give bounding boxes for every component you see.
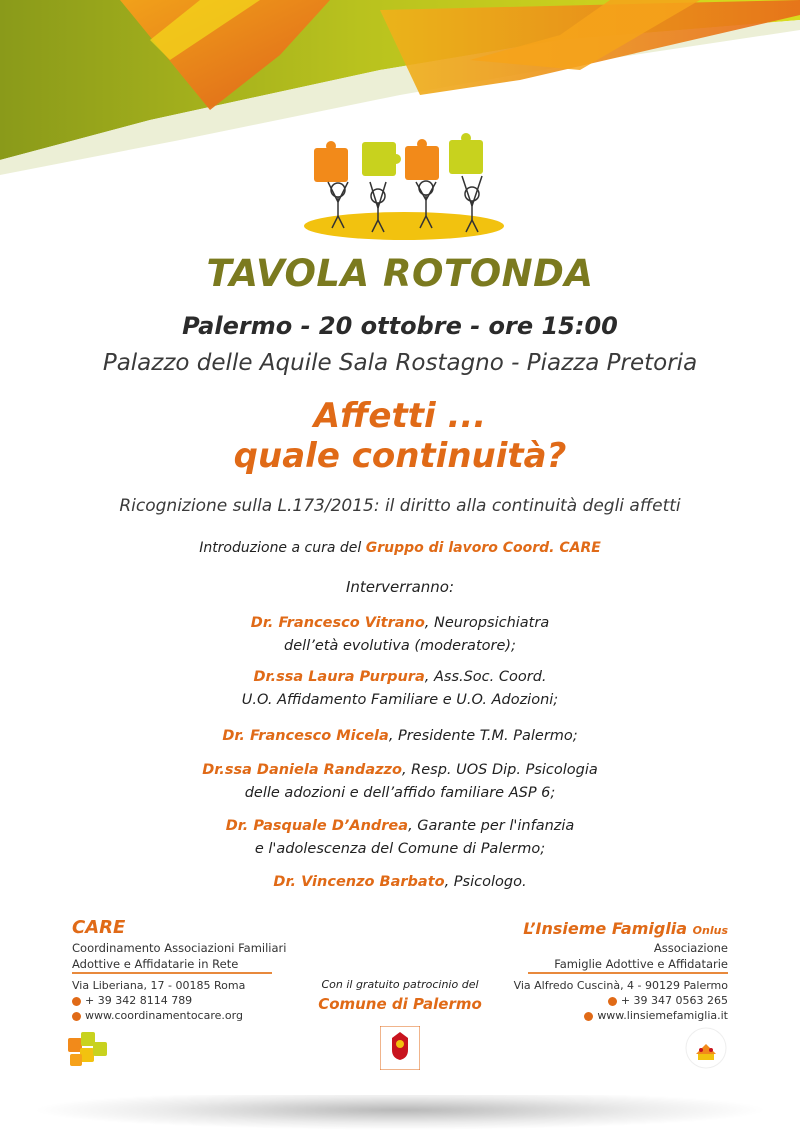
speaker-name: Dr. Francesco Micela	[222, 728, 389, 744]
speaker-role: , Resp. UOS Dip. Psicologia	[401, 762, 598, 778]
speakers-heading: Interverranno:	[345, 578, 455, 596]
care-contacts	[72, 978, 245, 1023]
puzzle-people-illustration	[292, 128, 512, 243]
phone-icon	[608, 997, 617, 1006]
speaker-role: , Presidente T.M. Palermo;	[388, 728, 578, 744]
insieme-phone: + 39 347 0563 265	[620, 994, 728, 1007]
care-website[interactable]: www.coordinamentocare.org	[85, 1009, 243, 1022]
care-phone: + 39 342 8114 789	[85, 994, 193, 1007]
page-shadow	[30, 1090, 770, 1130]
speaker-name: Dr. Francesco Vitrano	[250, 615, 425, 631]
speaker-item	[0, 815, 800, 861]
insieme-description-line2: Famiglie Adottive e Affidatarie	[554, 957, 728, 971]
event-headline	[0, 396, 800, 476]
care-description	[72, 940, 286, 972]
speaker-role-line2: e l'adolescenza del Comune di Palermo;	[254, 841, 546, 857]
patronage-label: Con il gratuito patrocinio del	[321, 978, 479, 991]
insieme-address: Via Alfredo Cuscinà, 4 - 90129 Palermo	[513, 979, 728, 992]
insieme-famiglia-logo	[684, 1026, 728, 1070]
insieme-title-name: L’Insieme Famiglia	[523, 919, 688, 938]
speaker-role: , Neuropsichiatra	[424, 615, 550, 631]
care-address: Via Liberiana, 17 - 00185 Roma	[72, 979, 246, 992]
insieme-description	[554, 940, 728, 972]
speaker-name: Dr.ssa Laura Purpura	[253, 669, 425, 685]
headline-line-1: Affetti ...	[313, 396, 487, 436]
event-venue: Palazzo delle Aquile Sala Rostagno - Piazza Pretoria	[102, 350, 698, 376]
speaker-item	[0, 612, 800, 658]
care-description-line1: Coordinamento Associazioni Familiari	[72, 941, 287, 955]
phone-icon	[72, 997, 81, 1006]
care-description-line2: Adottive e Affidatarie in Rete	[72, 957, 239, 971]
web-icon	[72, 1012, 81, 1021]
event-date-time: Palermo - 20 ottobre - ore 15:00	[182, 312, 618, 340]
intro-prefix: Introduzione a cura del	[199, 540, 366, 556]
intro-highlight: Gruppo di lavoro Coord. CARE	[365, 540, 601, 556]
web-icon	[584, 1012, 593, 1021]
speaker-role: , Psicologo.	[444, 874, 527, 890]
speaker-role-line2: dell’età evolutiva (moderatore);	[284, 638, 516, 654]
speaker-role: , Ass.Soc. Coord.	[424, 669, 547, 685]
speaker-name: Dr. Vincenzo Barbato	[273, 874, 445, 890]
care-puzzle-logo	[66, 1030, 110, 1070]
palermo-coat-of-arms-seal	[380, 1026, 420, 1070]
insieme-description-line1: Associazione	[653, 941, 728, 955]
care-divider	[72, 972, 272, 974]
patronage-name: Comune di Palermo	[318, 995, 482, 1013]
care-title: CARE	[72, 917, 126, 938]
speaker-role: , Garante per l'infanzia	[408, 818, 575, 834]
event-subtitle: Ricognizione sulla L.173/2015: il diritto alla continuità degli affetti	[119, 496, 681, 516]
speaker-role-line2: U.O. Affidamento Familiare e U.O. Adozioni;	[241, 692, 559, 708]
headline-line-2: quale continuità?	[233, 436, 567, 476]
introduction-line	[0, 540, 800, 556]
insieme-divider	[528, 972, 728, 974]
speaker-name: Dr. Pasquale D’Andrea	[225, 818, 409, 834]
speaker-item	[0, 666, 800, 712]
speaker-item	[0, 871, 800, 894]
insieme-website[interactable]: www.linsiemefamiglia.it	[597, 1009, 728, 1022]
speaker-role-line2: delle adozioni e dell’affido familiare ASP 6;	[244, 785, 556, 801]
speaker-item	[0, 725, 800, 748]
insieme-title	[523, 919, 728, 938]
speaker-item	[0, 759, 800, 805]
insieme-title-suffix: Onlus	[692, 924, 728, 937]
page-title: TAVOLA ROTONDA	[206, 252, 594, 295]
speaker-name: Dr.ssa Daniela Randazzo	[202, 762, 402, 778]
insieme-contacts	[514, 978, 728, 1023]
